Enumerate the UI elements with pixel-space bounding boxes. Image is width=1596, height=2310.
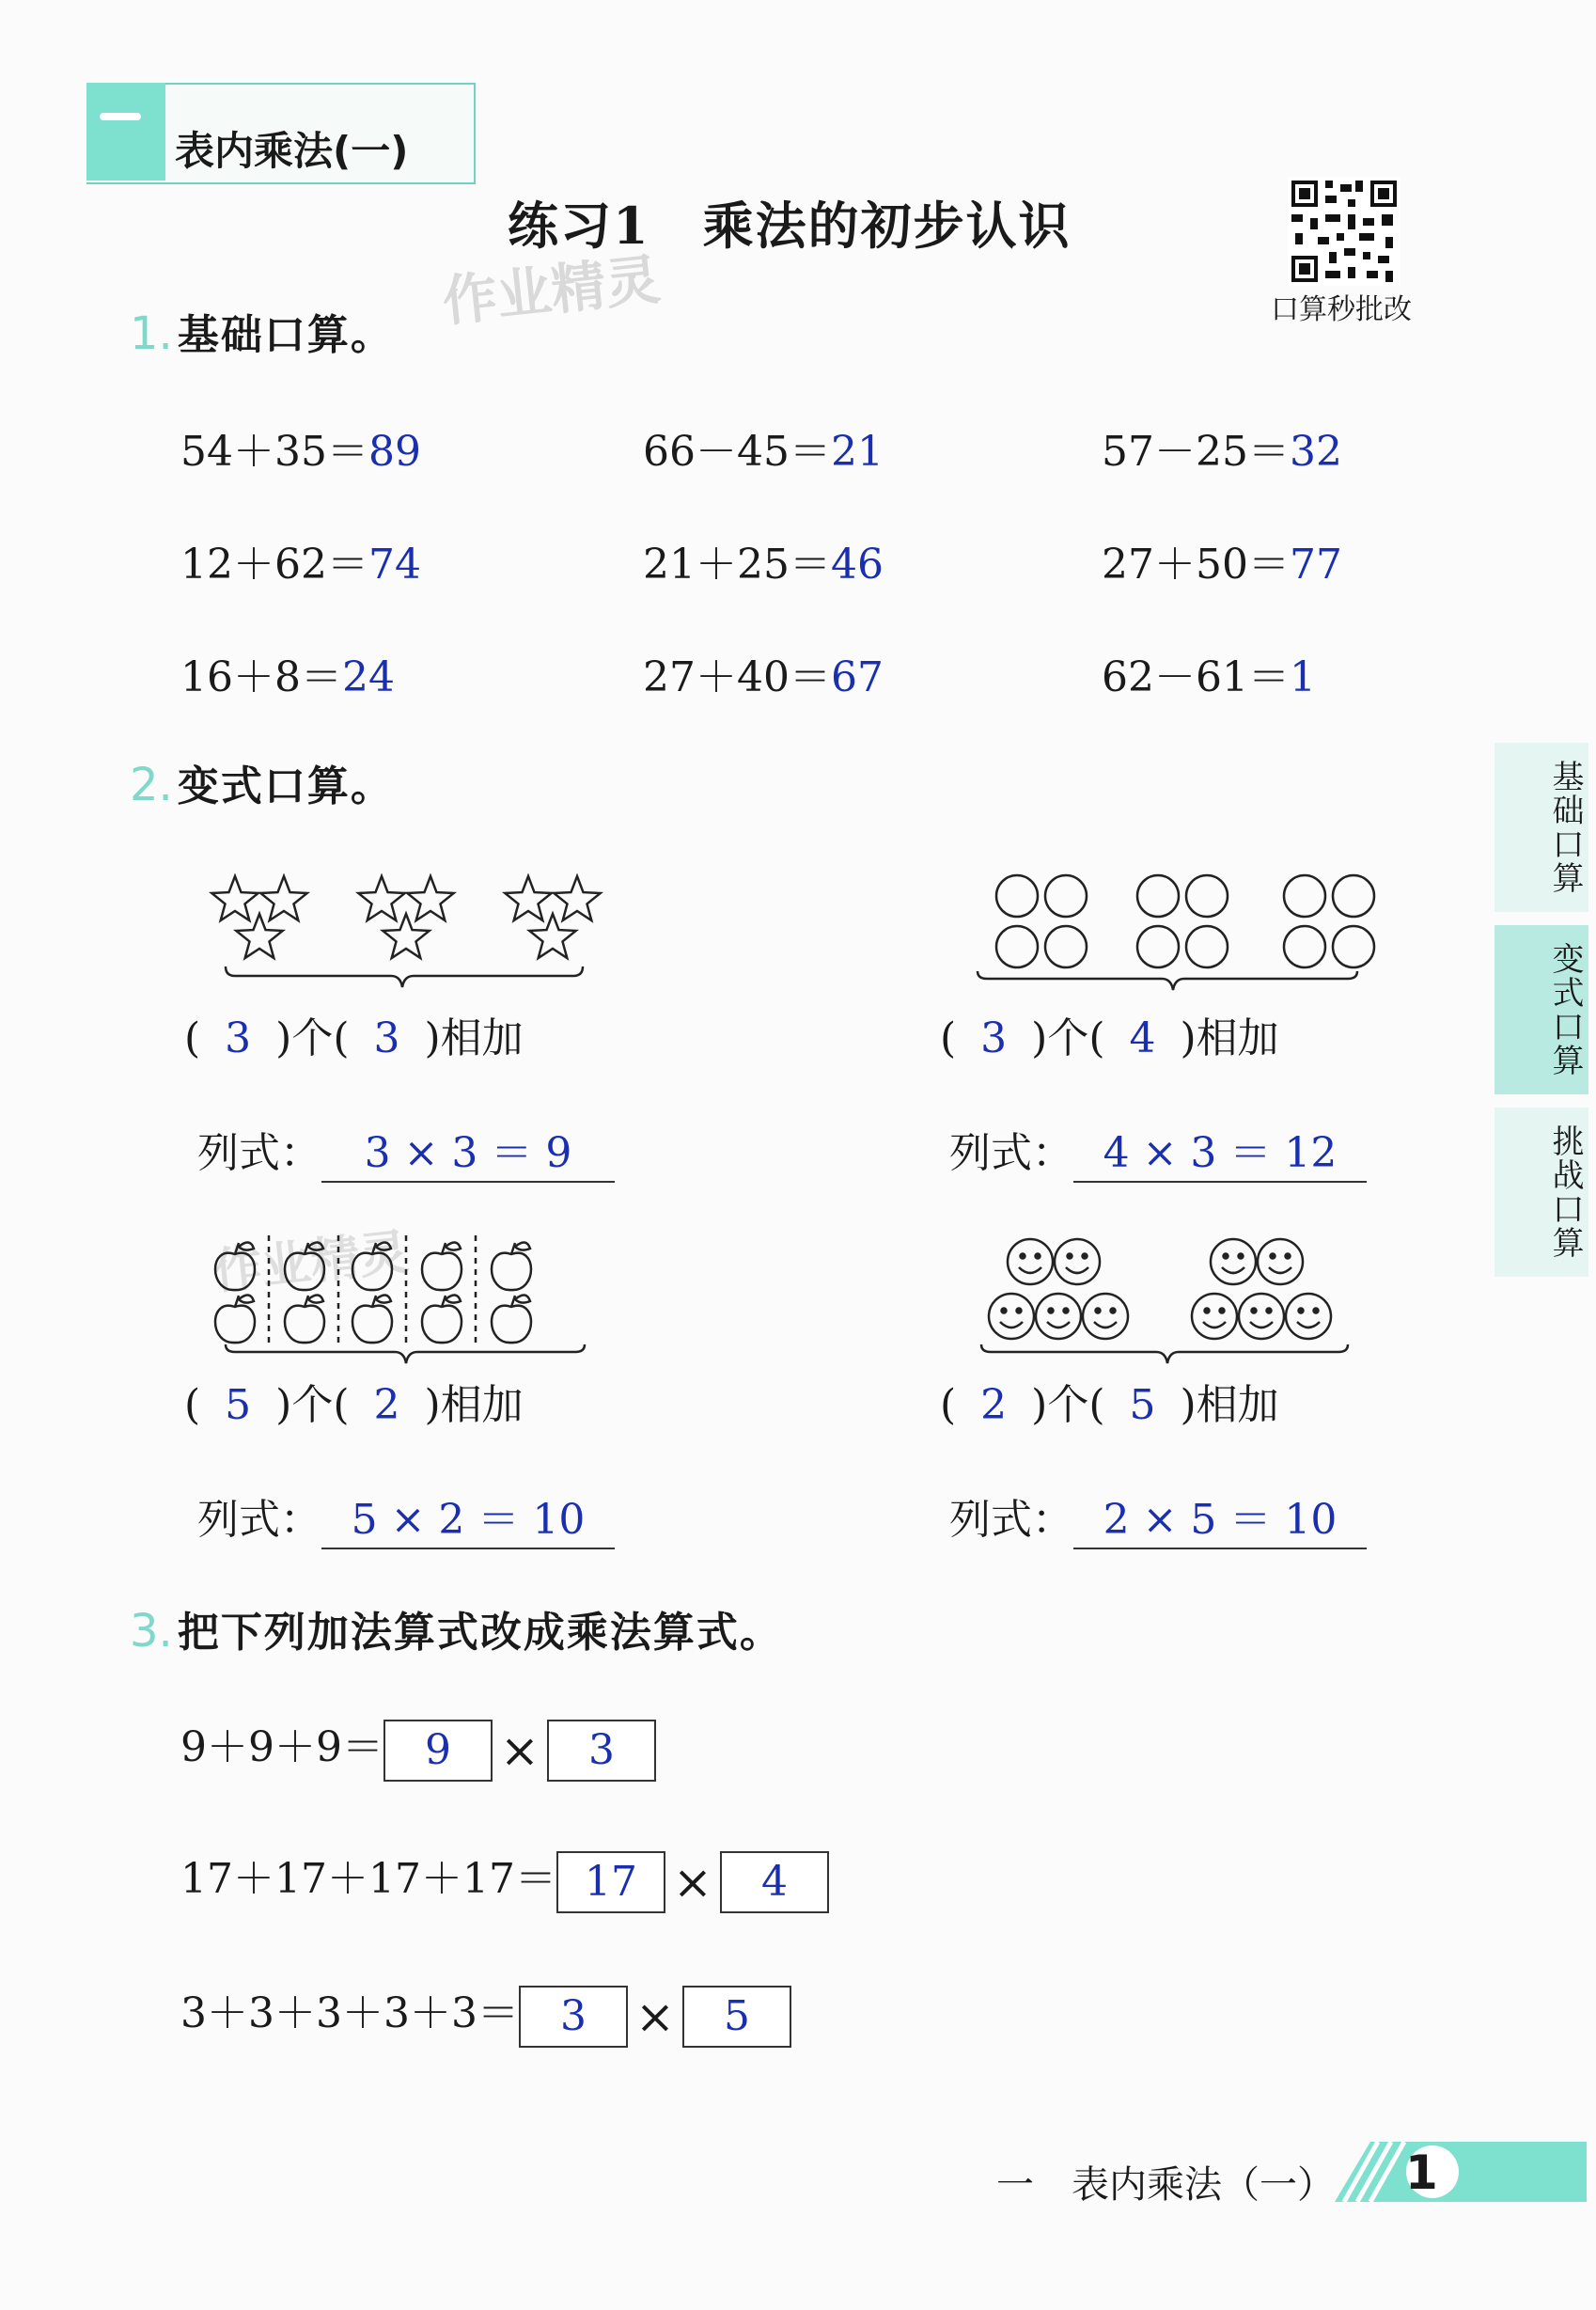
answer-count[interactable]: 3 bbox=[980, 1014, 1008, 1062]
apple-icon bbox=[492, 1295, 531, 1343]
page-number: 1 bbox=[1405, 2145, 1438, 2200]
apples-picture bbox=[207, 1222, 602, 1373]
problem-text: 12＋62＝ bbox=[180, 541, 368, 589]
section-title: 基础口算。 bbox=[177, 311, 394, 359]
circle-icon bbox=[996, 926, 1038, 967]
unit-dash-icon bbox=[100, 113, 141, 120]
formula-answer[interactable]: 2 × 5 ＝ 10 bbox=[1073, 1485, 1367, 1549]
section-3-heading bbox=[130, 1598, 783, 1658]
section-number: 1. bbox=[130, 307, 173, 360]
apple-icon bbox=[285, 1242, 324, 1290]
star-icon bbox=[505, 876, 551, 920]
answer-box[interactable]: 4 bbox=[720, 1851, 829, 1913]
stars-picture bbox=[197, 856, 611, 997]
smiley-icon bbox=[1008, 1239, 1053, 1284]
smiley-icon bbox=[989, 1294, 1034, 1339]
circle-icon bbox=[1137, 926, 1179, 967]
smiley-icon bbox=[1286, 1294, 1331, 1339]
unit-tab-accent bbox=[86, 83, 165, 181]
group-count-line: ( 3 )个( 3 )相加 bbox=[184, 1014, 524, 1062]
group-count-line: ( 5 )个( 2 )相加 bbox=[184, 1381, 524, 1429]
calc-problem bbox=[180, 417, 421, 478]
star-icon bbox=[383, 914, 429, 958]
problem-answer[interactable]: 74 bbox=[368, 541, 421, 589]
footer-band bbox=[1335, 2134, 1587, 2209]
apple-icon bbox=[422, 1242, 462, 1290]
problem-answer[interactable]: 67 bbox=[830, 653, 884, 701]
answer-count[interactable]: 5 bbox=[225, 1381, 252, 1429]
multiply-row: 9＋9＋9＝ 9 × 3 bbox=[180, 1713, 656, 1782]
formula-answer[interactable]: 5 × 2 ＝ 10 bbox=[321, 1485, 615, 1549]
formula-line: 列式： 4 × 3 ＝ 12 bbox=[949, 1119, 1367, 1183]
answer-box[interactable]: 3 bbox=[519, 1986, 628, 2048]
answer-value[interactable]: 2 bbox=[373, 1381, 400, 1429]
star-icon bbox=[236, 914, 282, 958]
smileys-picture bbox=[968, 1222, 1363, 1373]
apple-icon bbox=[352, 1295, 392, 1343]
multiply-row: 3＋3＋3＋3＋3＝ 3 × 5 bbox=[180, 1979, 791, 2048]
watermark: 作业精灵 bbox=[210, 1223, 412, 1301]
side-tab-basic[interactable]: 基础口算 bbox=[1494, 743, 1588, 912]
star-icon bbox=[260, 876, 306, 920]
circle-icon bbox=[1186, 926, 1228, 967]
calc-problem bbox=[1102, 530, 1342, 590]
problem-text: 27＋50＝ bbox=[1102, 541, 1290, 589]
circle-icon bbox=[1333, 926, 1374, 967]
calc-problem bbox=[1102, 643, 1316, 703]
apple-icon bbox=[422, 1295, 462, 1343]
calc-problem bbox=[180, 643, 395, 703]
side-tab-challenge[interactable]: 挑战口算 bbox=[1494, 1108, 1588, 1277]
problem-answer[interactable]: 89 bbox=[368, 428, 421, 476]
smiley-icon bbox=[1055, 1239, 1100, 1284]
circle-icon bbox=[1186, 875, 1228, 917]
group-count-line: ( 2 )个( 5 )相加 bbox=[940, 1381, 1279, 1429]
circle-icon bbox=[1333, 875, 1374, 917]
unit-title: 表内乘法(一) bbox=[175, 128, 409, 174]
apple-icon bbox=[285, 1295, 324, 1343]
star-icon bbox=[529, 914, 575, 958]
star-icon bbox=[407, 876, 453, 920]
calc-problem bbox=[180, 530, 421, 590]
section-1-heading bbox=[130, 301, 394, 361]
apple-icon bbox=[215, 1242, 255, 1290]
circle-icon bbox=[1137, 875, 1179, 917]
star-icon bbox=[358, 876, 404, 920]
smiley-icon bbox=[1036, 1294, 1081, 1339]
lesson-title: 练习1 乘法的初步认识 bbox=[508, 196, 1072, 256]
answer-count[interactable]: 3 bbox=[225, 1014, 252, 1062]
formula-line: 列式： 3 × 3 ＝ 9 bbox=[197, 1119, 615, 1183]
smiley-icon bbox=[1083, 1294, 1128, 1339]
star-icon bbox=[211, 876, 258, 920]
calc-problem bbox=[643, 530, 884, 590]
circle-icon bbox=[1045, 926, 1087, 967]
section-title: 把下列加法算式改成乘法算式。 bbox=[177, 1609, 783, 1657]
problem-answer[interactable]: 24 bbox=[341, 653, 395, 701]
calc-problem bbox=[1102, 417, 1342, 478]
answer-box[interactable]: 3 bbox=[547, 1720, 656, 1782]
formula-answer[interactable]: 4 × 3 ＝ 12 bbox=[1073, 1119, 1367, 1183]
section-number: 2. bbox=[130, 759, 173, 811]
problem-answer[interactable]: 77 bbox=[1289, 541, 1342, 589]
answer-box[interactable]: 17 bbox=[556, 1851, 665, 1913]
qr-code-icon[interactable] bbox=[1288, 177, 1400, 286]
apple-icon bbox=[215, 1295, 255, 1343]
smiley-icon bbox=[1192, 1294, 1237, 1339]
answer-value[interactable]: 5 bbox=[1129, 1381, 1156, 1429]
problem-text: 66－45＝ bbox=[643, 428, 831, 476]
star-icon bbox=[554, 876, 600, 920]
problem-text: 21＋25＝ bbox=[643, 541, 831, 589]
problem-answer[interactable]: 21 bbox=[830, 428, 884, 476]
problem-answer[interactable]: 1 bbox=[1289, 653, 1316, 701]
answer-box[interactable]: 5 bbox=[682, 1986, 791, 2048]
qr-label: 口算秒批改 bbox=[1271, 293, 1412, 326]
apple-icon bbox=[352, 1242, 392, 1290]
section-2-heading bbox=[130, 752, 394, 812]
answer-value[interactable]: 4 bbox=[1129, 1014, 1156, 1062]
group-count-line: ( 3 )个( 4 )相加 bbox=[940, 1014, 1279, 1062]
answer-count[interactable]: 2 bbox=[980, 1381, 1008, 1429]
problem-text: 16＋8＝ bbox=[180, 653, 342, 701]
calc-problem bbox=[643, 643, 884, 703]
smiley-icon bbox=[1239, 1294, 1284, 1339]
formula-answer[interactable]: 3 × 3 ＝ 9 bbox=[321, 1119, 615, 1183]
section-number: 3. bbox=[130, 1605, 173, 1658]
circles-picture bbox=[968, 860, 1382, 997]
calc-problem bbox=[643, 417, 884, 478]
circle-icon bbox=[996, 875, 1038, 917]
apple-icon bbox=[492, 1242, 531, 1290]
answer-box[interactable]: 9 bbox=[383, 1720, 493, 1782]
problem-answer[interactable]: 32 bbox=[1289, 428, 1342, 476]
section-title: 变式口算。 bbox=[177, 762, 394, 810]
footer-unit: 一 表内乘法（一） bbox=[996, 2163, 1335, 2207]
smiley-icon bbox=[1211, 1239, 1256, 1284]
multiply-row: 17＋17＋17＋17＝ 17 × 4 bbox=[180, 1845, 829, 1913]
formula-line: 列式： 5 × 2 ＝ 10 bbox=[197, 1485, 615, 1549]
smiley-icon bbox=[1258, 1239, 1303, 1284]
problem-text: 62－61＝ bbox=[1102, 653, 1290, 701]
side-tab-variation[interactable]: 变式口算 bbox=[1494, 925, 1588, 1094]
problem-answer[interactable]: 46 bbox=[830, 541, 884, 589]
problem-text: 54＋35＝ bbox=[180, 428, 368, 476]
circle-icon bbox=[1284, 926, 1325, 967]
watermark: 作业精灵 bbox=[439, 247, 664, 334]
answer-value[interactable]: 3 bbox=[373, 1014, 400, 1062]
problem-text: 27＋40＝ bbox=[643, 653, 831, 701]
circle-icon bbox=[1284, 875, 1325, 917]
problem-text: 57－25＝ bbox=[1102, 428, 1290, 476]
formula-line: 列式： 2 × 5 ＝ 10 bbox=[949, 1485, 1367, 1549]
circle-icon bbox=[1045, 875, 1087, 917]
